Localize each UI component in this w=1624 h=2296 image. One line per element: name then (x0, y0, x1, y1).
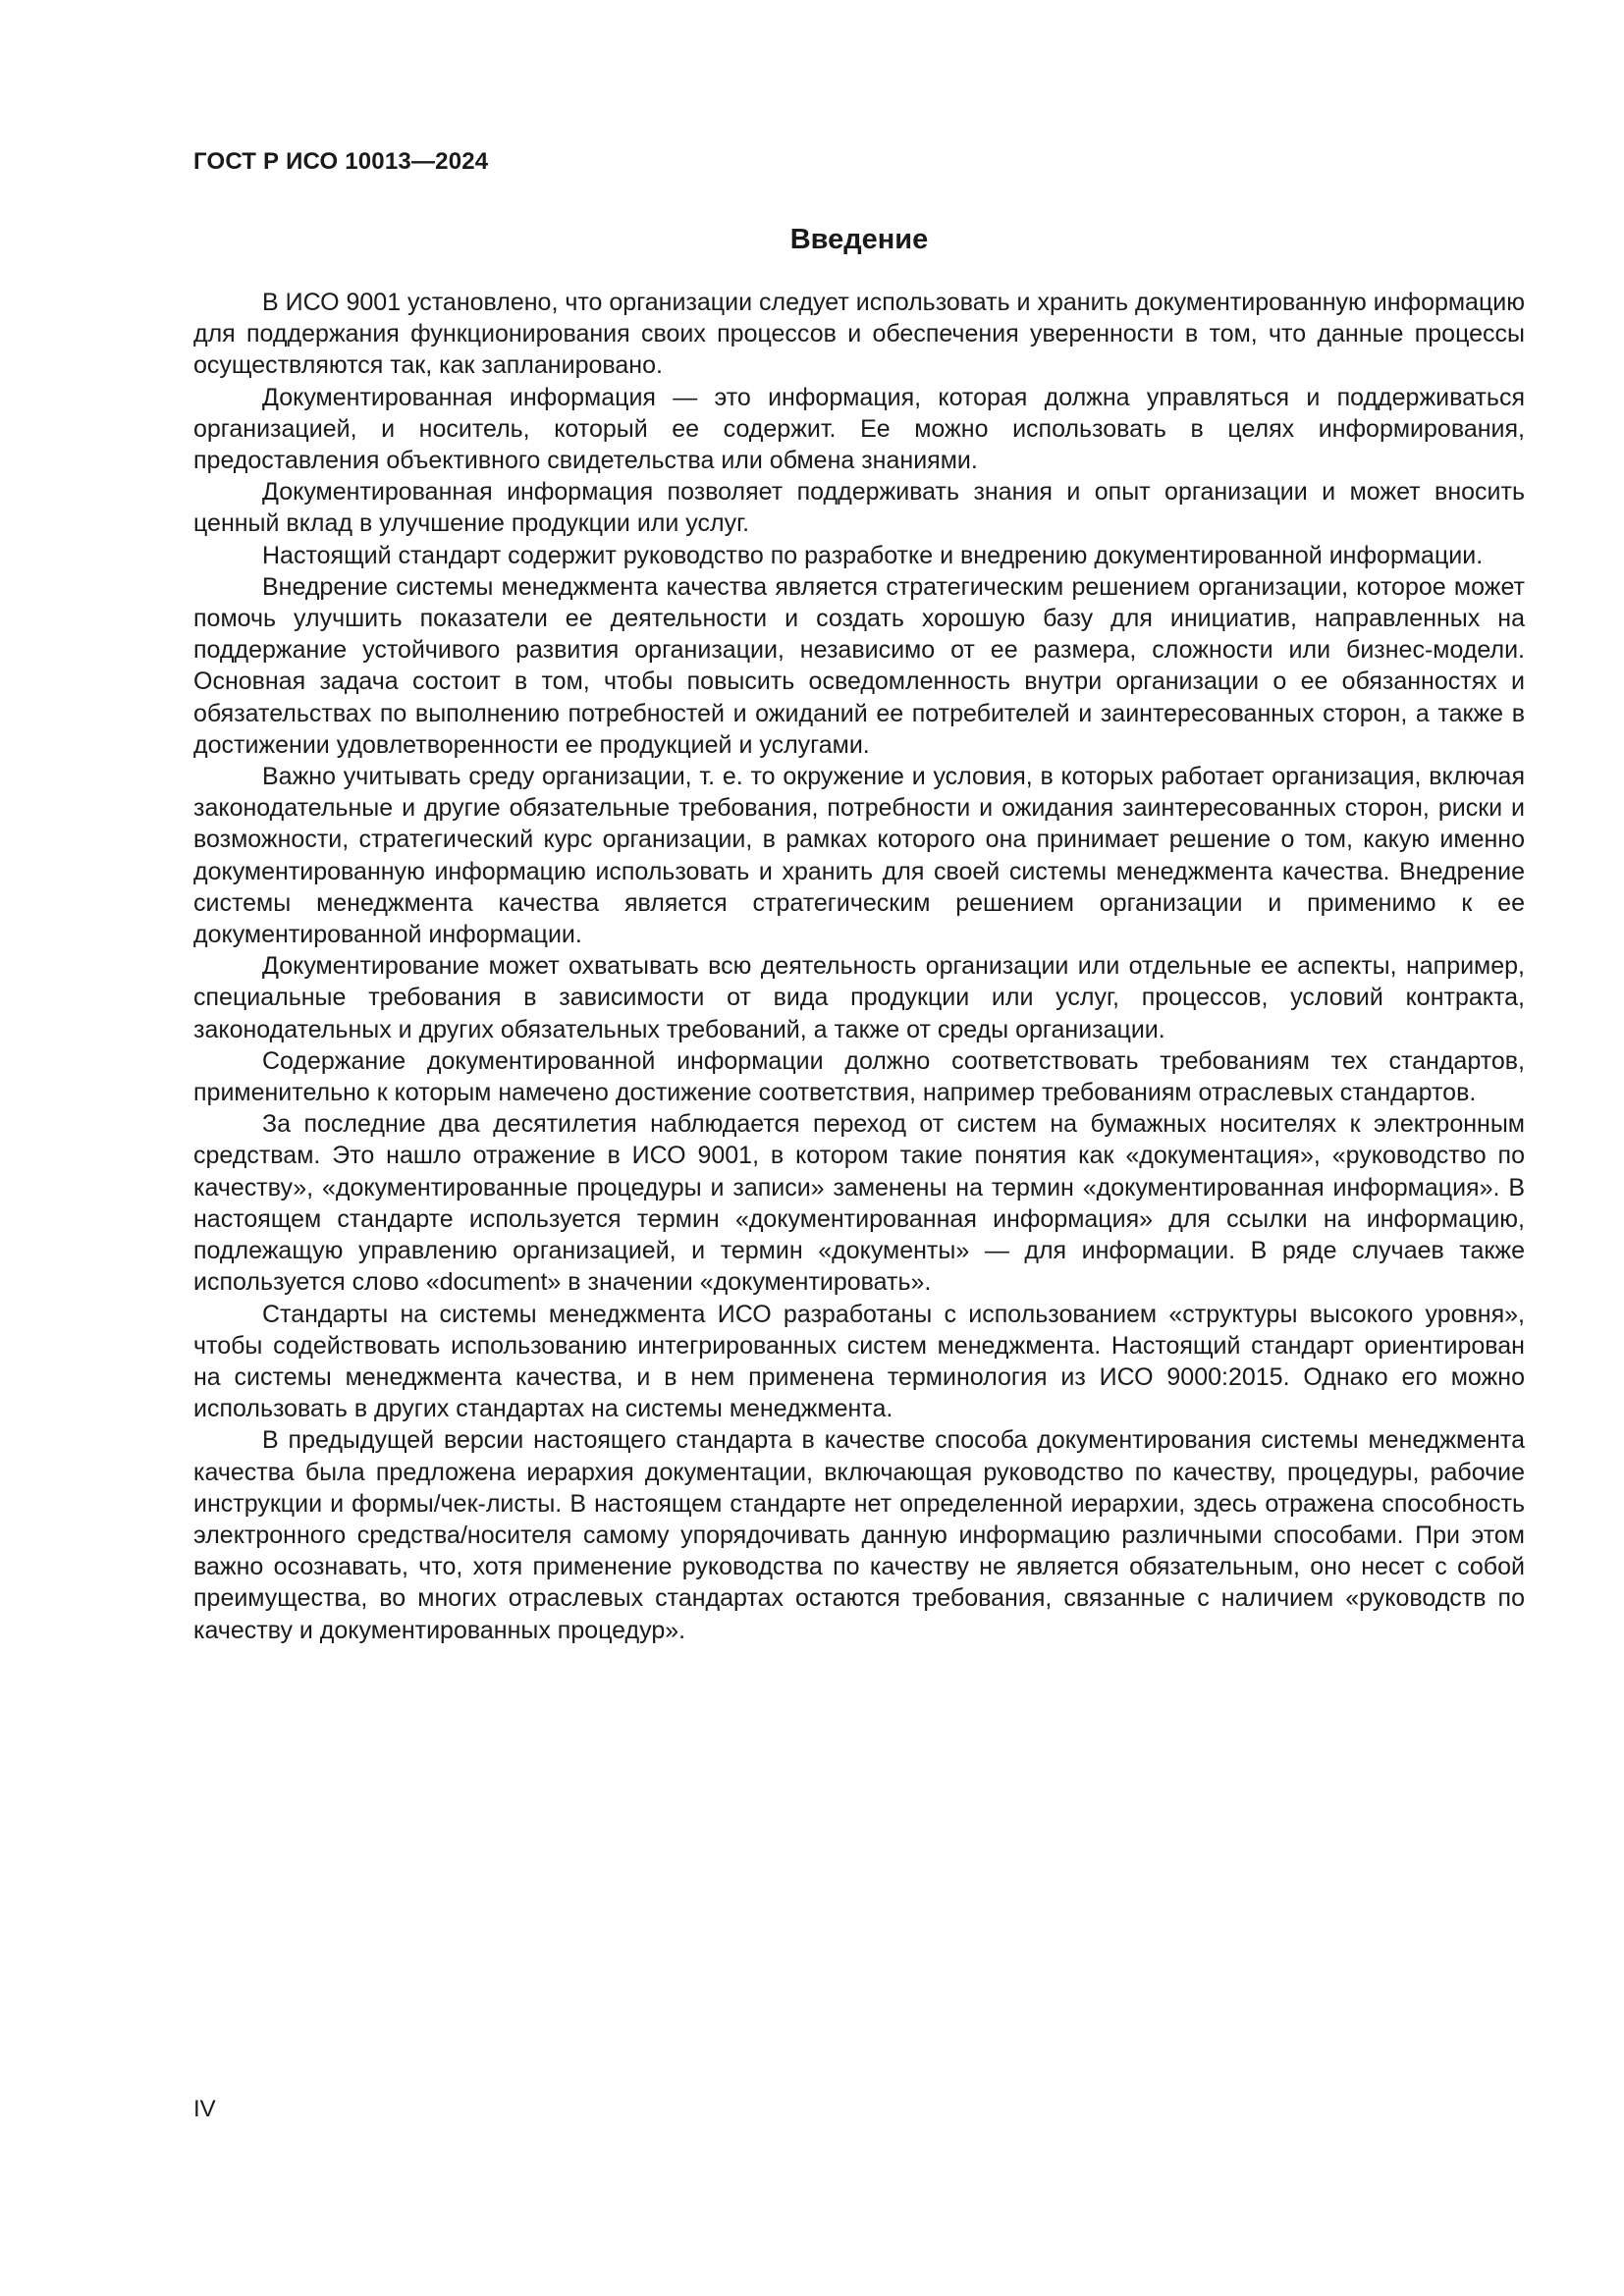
paragraph-6: Важно учитывать среду организации, т. е. то окружение и условия, в которых работает организация, включая законодательные и другие обязательные требования, потребности и ожидания заинтересованных сторон, риски и возможности, стратегический курс организации, в рамках которого она принимает решение о том, какую именно документированную информацию использовать и хранить для своей системы менеджмента качества. Внедрение системы менеджмента качества является стратегическим решением организации и применимо к ее документированной информации. (193, 763, 1525, 949)
paragraph-10: Стандарты на системы менеджмента ИСО разработаны с использованием «структуры высокого уровня», чтобы содействовать использованию интегрированных систем менеджмента. Настоящий стандарт ориентирован на системы менеджмента качества, и в нем применена терминология из ИСО 9000:2015. Однако его можно использовать в других стандартах на системы менеджмента. (193, 1300, 1525, 1423)
paragraph-4: Настоящий стандарт содержит руководство по разработке и внедрению документированной информации. (262, 541, 1484, 569)
paragraph-9: За последние два десятилетия наблюдается переход от систем на бумажных носителях к электронным средствам. Это нашло отражение в ИСО 9001, в котором такие понятия как «документация», «руководство по качеству», «документированные процедуры и записи» заменены на термин «документированная информация». В настоящем стандарте используется термин «документированная информация» для ссылки на информацию, подлежащую управлению организацией, и термин «документы» — для информации. В ряде случаев также используется слово «document» в значении «документировать». (193, 1110, 1525, 1297)
standard-code-header: ГОСТ Р ИСО 10013—2024 (193, 148, 489, 175)
paragraph-1: В ИСО 9001 установлено, что организации следует использовать и хранить документированную информацию для поддержания функционирования своих процессов и обеспечения уверенности в том, что данные процессы осуществляются так, как запланировано. (193, 289, 1525, 380)
paragraph-5: Внедрение системы менеджмента качества является стратегическим решением организации, которое может помочь улучшить показатели ее деятельности и создать хорошую базу для инициатив, направленных на поддержание устойчивого развития организации, независимо от ее размера, сложности или бизнес-модели. Основная задача состоит в том, чтобы повысить осведомленность внутри организации о ее обязанностях и обязательствах по выполнению потребностей и ожиданий ее потребителей и заинтересованных сторон, а также в достижении удовлетворенности ее продукцией и услугами. (193, 572, 1525, 759)
page-number: IV (193, 2096, 216, 2122)
paragraph-3: Документированная информация позволяет поддерживать знания и опыт организации и может вносить ценный вклад в улучшение продукции или услуг. (193, 478, 1525, 538)
paragraph-11: В предыдущей версии настоящего стандарта в качестве способа документирования системы менеджмента качества была предложена иерархия документации, включающая руководство по качеству, процедуры, рабочие инструкции и формы/чек-листы. В настоящем стандарте нет определенной иерархии, здесь отражена способность электронного средства/носителя самому упорядочивать данную информацию различными способами. При этом важно осознавать, что, хотя применение руководства по качеству не является обязательным, оно несет с собой преимущества, во многих отраслевых стандартах остаются требования, связанные с наличием «руководств по качеству и документированных процедур». (193, 1426, 1525, 1644)
paragraph-2: Документированная информация — это информация, которая должна управляться и поддерживаться организацией, и носитель, который ее содержит. Ее можно использовать в целях информирования, предоставления объективного свидетельства или обмена знаниями. (193, 383, 1525, 475)
paragraph-7: Документирование может охватывать всю деятельность организации или отдельные ее аспекты, например, специальные требования в зависимости от вида продукции или услуг, процессов, условий контракта, законодательных и других обязательных требований, а также от среды организации. (193, 952, 1525, 1043)
section-title: Введение (789, 224, 929, 255)
introduction-body (193, 287, 1525, 1646)
paragraph-8: Содержание документированной информации должно соответствовать требованиям тех стандартов, применительно к которым намечено достижение соответствия, например требованиям отраслевых стандартов. (193, 1046, 1525, 1107)
